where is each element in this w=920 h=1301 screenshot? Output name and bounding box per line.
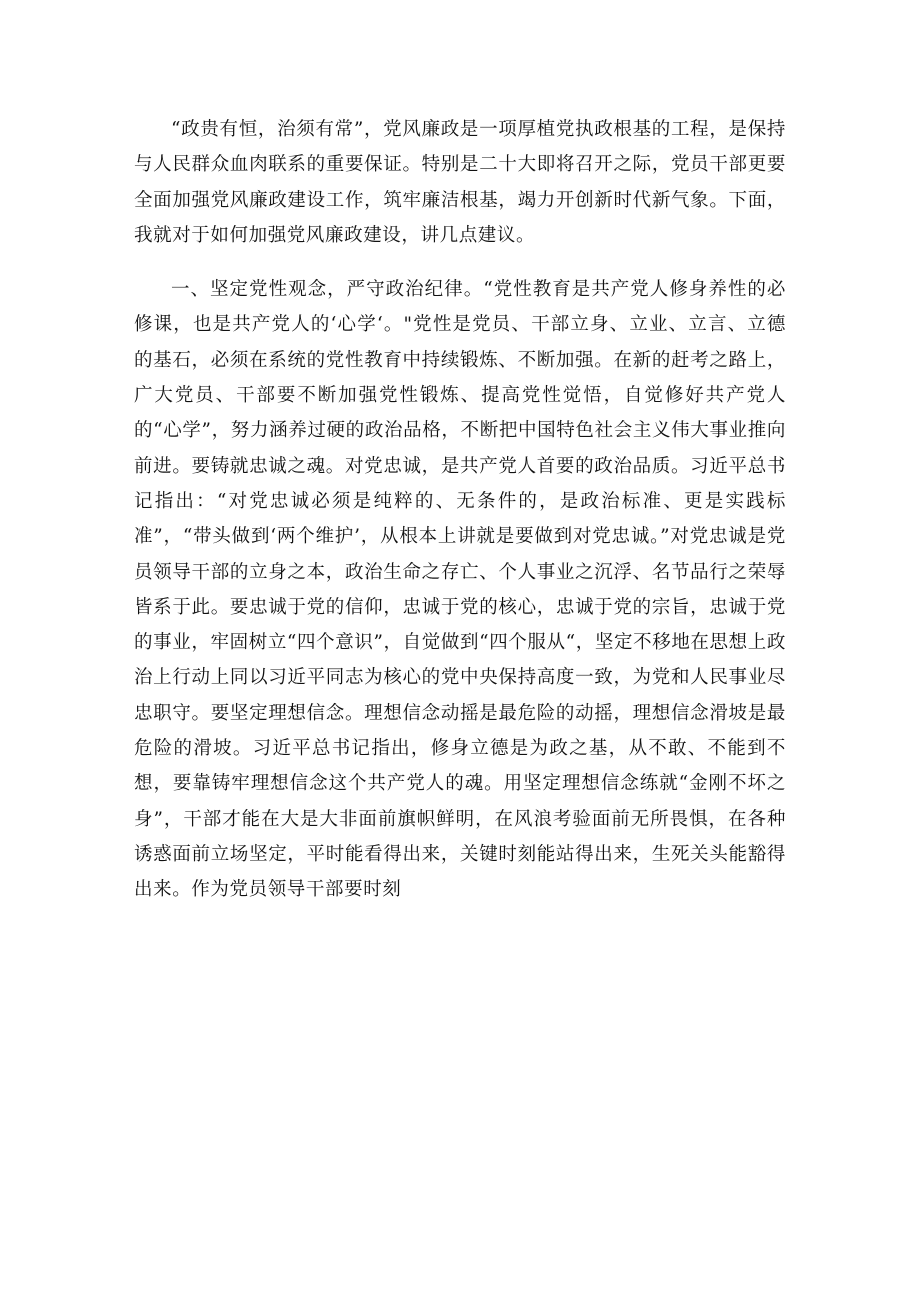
paragraph-section-one: 一、坚定党性观念，严守政治纪律。“党性教育是共产党人修身养性的必修课，也是共产党人的‘心学‘。"党性是党员、干部立身、立业、立言、立德的基石，必须在系统的党性教育中持续锻炼、不断加强。在新的赶考之路上，广大党员、干部要不断加强党性锻炼、提高党性觉悟，自觉修好共产党人的“心学”，努力涵养过硬的政治品格，不断把中国特色社会主义伟大事业推向前进。要铸就忠诚之魂。对党忠诚，是共产党人首要的政治品质。习近平总书记指出：“对党忠诚必须是纯粹的、无条件的，是政治标准、更是实践标准”，“带头做到‘两个维护’，从根本上讲就是要做到对党忠诚。”对党忠诚是党员领导干部的立身之本，政治生命之存亡、个人事业之沉浮、名节品行之荣辱皆系于此。要忠诚于党的信仰，忠诚于党的核心，忠诚于党的宗旨，忠诚于党的事业，牢固树立“四个意识”，自觉做到“四个服从“，坚定不移地在思想上政治上行动上同以习近平同志为核心的党中央保持高度一致，为党和人民事业尽忠职守。要坚定理想信念。理想信念动摇是最危险的动摇，理想信念滑坡是最危险的滑坡。习近平总书记指出，修身立德是为政之基，从不敢、不能到不想，要靠铸牢理想信念这个共产党人的魂。用坚定理想信念练就“金刚不坏之身”，干部才能在大是大非面前旗帜鲜明，在风浪考验面前无所畏惧，在各种诱惑面前立场坚定，平时能看得出来，关键时刻能站得出来，生死关头能豁得出来。作为党员领导干部要时刻 (134, 279, 786, 901)
paragraph-intro: “政贵有恒，治须有常”，党风廉政是一项厚植党执政根基的工程，是保持与人民群众血肉联系的重要保证。特别是二十大即将召开之际，党员干部更要全面加强党风廉政建设工作，筑牢廉洁根基，竭力开创新时代新气象。下面，我就对于如何加强党风廉政建设，讲几点建议。 (134, 119, 786, 246)
document-body (134, 112, 786, 908)
